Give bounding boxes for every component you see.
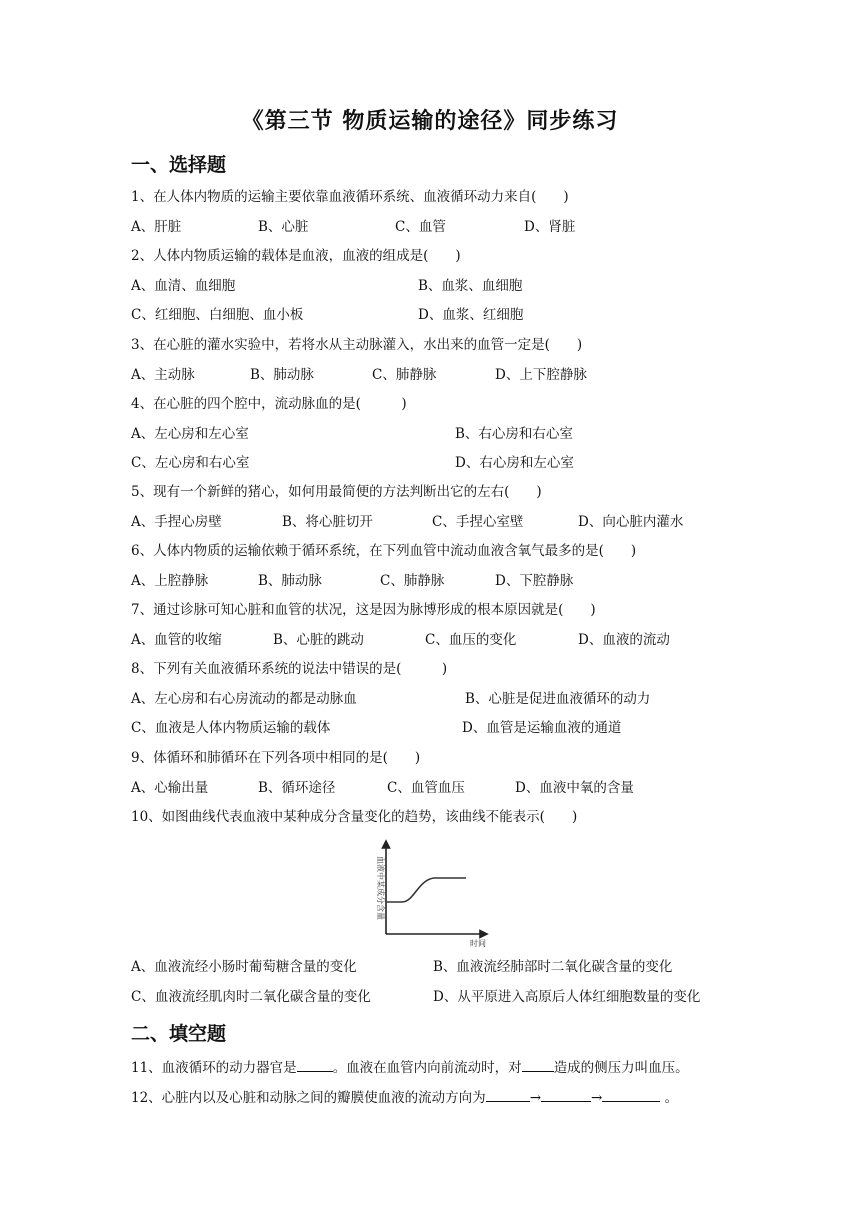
q6-option-c: C、肺静脉: [380, 573, 445, 589]
q8-option-a: A、左心房和右心房流动的都是动脉血: [131, 691, 357, 707]
q6-option-d: D、下腔静脉: [495, 573, 574, 589]
q1-option-d: D、肾脏: [524, 219, 576, 235]
page-title: 《第三节 物质运输的途径》同步练习: [241, 109, 619, 134]
x-axis-label: 时间: [470, 939, 486, 948]
q9-option-d: D、血液中氧的含量: [515, 780, 634, 796]
question-3: 3、在心脏的灌水实验中，若将水从主动脉灌入，水出来的血管一定是( ): [131, 337, 583, 353]
q2-option-d: D、血浆、红细胞: [418, 307, 524, 323]
q1-option-a: A、肝脏: [131, 219, 182, 235]
q5-option-c: C、手捏心室壁: [432, 514, 524, 530]
q5-option-b: B、将心脏切开: [282, 514, 373, 530]
q12-arrow-1: →: [529, 1090, 541, 1106]
q3-option-d: D、上下腔静脉: [495, 367, 587, 383]
question-8: 8、下列有关血液循环系统的说法中错误的是( ): [131, 661, 448, 677]
q7-option-c: C、血压的变化: [425, 632, 517, 648]
q2-option-b: B、血浆、血细胞: [418, 278, 523, 294]
q6-option-a: A、上腔静脉: [131, 573, 209, 589]
q9-option-c: C、血管血压: [387, 780, 465, 796]
q8-option-c: C、血液是人体内物质运输的载体: [131, 720, 331, 736]
question-2: 2、人体内物质运输的载体是血液，血液的组成是( ): [131, 248, 461, 264]
question-11: [131, 1057, 689, 1077]
section-heading-fill: 二、填空题: [131, 1023, 227, 1045]
question-9: 9、体循环和肺循环在下列各项中相同的是( ): [131, 750, 421, 766]
question-4: 4、在心脏的四个腔中，流动脉血的是( ): [131, 396, 407, 412]
q3-option-c: C、肺静脉: [372, 367, 437, 383]
q4-option-a: A、左心房和左心室: [131, 426, 249, 442]
q5-option-a: A、手捏心房壁: [131, 514, 222, 530]
q6-option-b: B、肺动脉: [258, 573, 322, 589]
q8-option-b: B、心脏是促进血液循环的动力: [465, 691, 651, 707]
q11-text-part1: 11、血液循环的动力器官是: [131, 1060, 297, 1076]
q9-option-a: A、心输出量: [131, 780, 209, 796]
q11-text-part2: 。血液在血管内向前流动时，对: [332, 1060, 522, 1076]
q1-option-c: C、血管: [395, 219, 446, 235]
q10-option-d: D、从平原进入高原后人体红细胞数量的变化: [433, 989, 701, 1005]
q11-blank-1[interactable]: [297, 1057, 333, 1072]
q4-option-b: B、右心房和右心室: [455, 426, 573, 442]
q4-option-d: D、右心房和左心室: [455, 455, 574, 471]
trend-curve: [386, 878, 466, 902]
q12-end: 。: [660, 1090, 679, 1106]
question-5: 5、现有一个新鲜的猪心，如何用最简便的方法判断出它的左右( ): [131, 484, 542, 500]
q7-option-d: D、血液的流动: [578, 632, 670, 648]
q10-option-a: A、血液流经小肠时葡萄糖含量的变化: [131, 959, 357, 975]
q7-option-a: A、血管的收缩: [131, 632, 222, 648]
question-7: 7、通过诊脉可知心脏和血管的状况，这是因为脉博形成的根本原因就是( ): [131, 602, 596, 618]
question-12: [131, 1087, 678, 1107]
question-10: 10、如图曲线代表血液中某种成分含量变化的趋势，该曲线不能表示( ): [131, 809, 578, 825]
q8-option-d: D、血管是运输血液的通道: [462, 720, 622, 736]
q12-text: 12、心脏内以及心脏和动脉之间的瓣膜使血液的流动方向为: [131, 1090, 486, 1106]
section-heading-choice: 一、选择题: [131, 154, 227, 176]
q12-blank-1[interactable]: [486, 1087, 530, 1102]
q9-option-b: B、循环途径: [258, 780, 336, 796]
q4-option-c: C、左心房和右心室: [131, 455, 250, 471]
q2-option-a: A、血清、血细胞: [131, 278, 236, 294]
q10-option-c: C、血液流经肌肉时二氧化碳含量的变化: [131, 989, 371, 1005]
question-1: 1、在人体内物质的运输主要依靠血液循环系统、血液循环动力来自( ): [131, 189, 569, 205]
q7-option-b: B、心脏的跳动: [273, 632, 364, 648]
q11-blank-2[interactable]: [522, 1057, 554, 1072]
q12-blank-3[interactable]: [602, 1087, 660, 1102]
q2-option-c: C、红细胞、白细胞、血小板: [131, 307, 304, 323]
trend-curve-figure: [352, 838, 492, 950]
y-axis-label: 血液中某成分含量: [376, 856, 385, 920]
q12-blank-2[interactable]: [541, 1087, 591, 1102]
q3-option-a: A、主动脉: [131, 367, 195, 383]
q12-arrow-2: →: [591, 1090, 603, 1106]
q11-text-part3: 造成的侧压力叫血压。: [553, 1060, 689, 1076]
q5-option-d: D、向心脏内灌水: [578, 514, 684, 530]
q1-option-b: B、心脏: [258, 219, 309, 235]
q3-option-b: B、肺动脉: [250, 367, 314, 383]
q10-option-b: B、血液流经肺部时二氧化碳含量的变化: [433, 959, 673, 975]
question-6: 6、人体内物质的运输依赖于循环系统，在下列血管中流动血液含氧气最多的是( ): [131, 543, 637, 559]
